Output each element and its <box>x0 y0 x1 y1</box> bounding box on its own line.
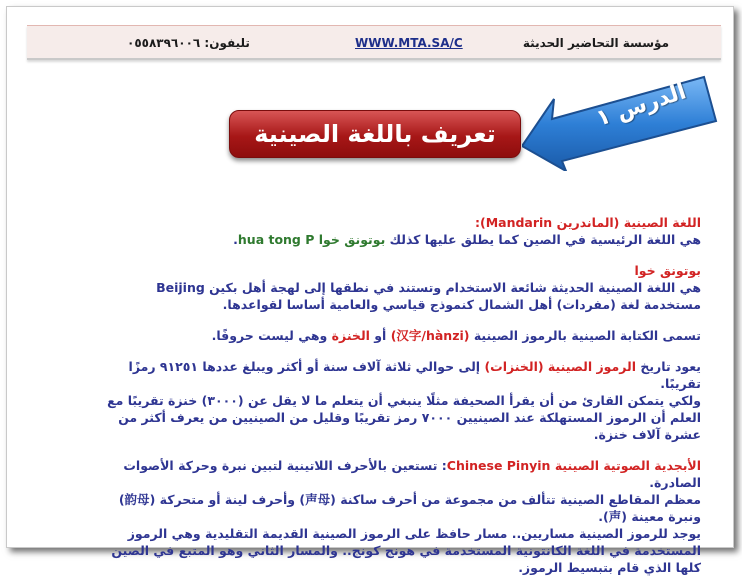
putonghua-term: بوتونق خوا hua tong P <box>237 232 386 247</box>
website-link[interactable]: WWW.MTA.SA/C <box>355 36 463 50</box>
mandarin-body: هي اللغة الرئيسية في الصين كما يطلق عليها كذلك بوتونق خوا hua tong P. <box>233 232 701 247</box>
lesson-content <box>105 214 701 576</box>
khanza-term: الخنزة <box>331 328 370 343</box>
page-title: تعريف باللغة الصينية <box>229 110 521 158</box>
lesson-number-label: الدرس ١ <box>593 79 690 132</box>
organization-name: مؤسسة التحاضير الحديثة <box>522 36 669 50</box>
pinyin-paragraph: الأبجدية الصوتية الصينية Chinese Pinyin: تستعين بالأحرف اللاتينية لتبين نبرة وحركة الأصوات الصادرة. <box>123 458 701 490</box>
mandarin-heading: اللغة الصينية (الماندرين Mandarin): <box>474 215 701 230</box>
document-page <box>6 6 734 575</box>
putonghua-heading: بوتونق خوا <box>634 263 701 278</box>
reading-requirement-paragraph: ولكي يتمكن القارئ من أن يقرأ الصحيفة مثلًا ينبغي أن يتعلم ما لا يقل عن (٣٠٠٠) خنزة تقريبًا مع العلم أن الرموز المستهلكة عند الصينيين ٧٠٠٠ رمز تقريبًا وقليل من الصينيين من يعرف أكثر من عشرة آلاف خنزة. <box>107 393 701 442</box>
putonghua-body: هي اللغة الصينية الحديثة شائعة الاستخدام وتستند في نطقها إلى لهجة أهل بكين Beijing مستخدمة لغة (مفردات) أهل الشمال كنموذج قياسي والعامية أساسا لقواعدها. <box>156 280 701 312</box>
hanzi-term: (汉字/hànzi) <box>390 328 470 343</box>
syllables-paragraph: معظم المقاطع الصينية تتألف من مجموعة من أحرف ساكنة (声母) وأحرف لينة أو متحركة (韵母) ونبرة معينة (声). <box>118 492 701 524</box>
phone-number: تليفون: ٠٥٥٨٣٩٦٠٠٦ <box>127 36 250 50</box>
history-paragraph: يعود تاريخ الرموز الصينية (الخنزات) إلى حوالي ثلاثة آلاف سنة أو أكثر ويبلغ عددها ٩١٢٥١ رمزًا تقريبًا. <box>128 359 701 391</box>
writing-paragraph: تسمى الكتابة الصينية بالرموز الصينية (汉字/hànzi) أو الخنزة وهي ليست حروفًا. <box>211 328 701 343</box>
header-bar <box>27 25 721 60</box>
script-paths-paragraph: يوجد للرموز الصينية مساريين.. مسار حافظ على الرموز الصينية القديمة التقليدية وهي الرموز المستخدمة في اللغة الكانتونية المستخدمة في هونج كونج.. والمسار الثاني وهو المتبع في الصين كلها الذي قام بتبسيط الرموز. <box>111 526 701 575</box>
chinese-symbols-term: الرموز الصينية (الخنزات) <box>484 359 636 374</box>
